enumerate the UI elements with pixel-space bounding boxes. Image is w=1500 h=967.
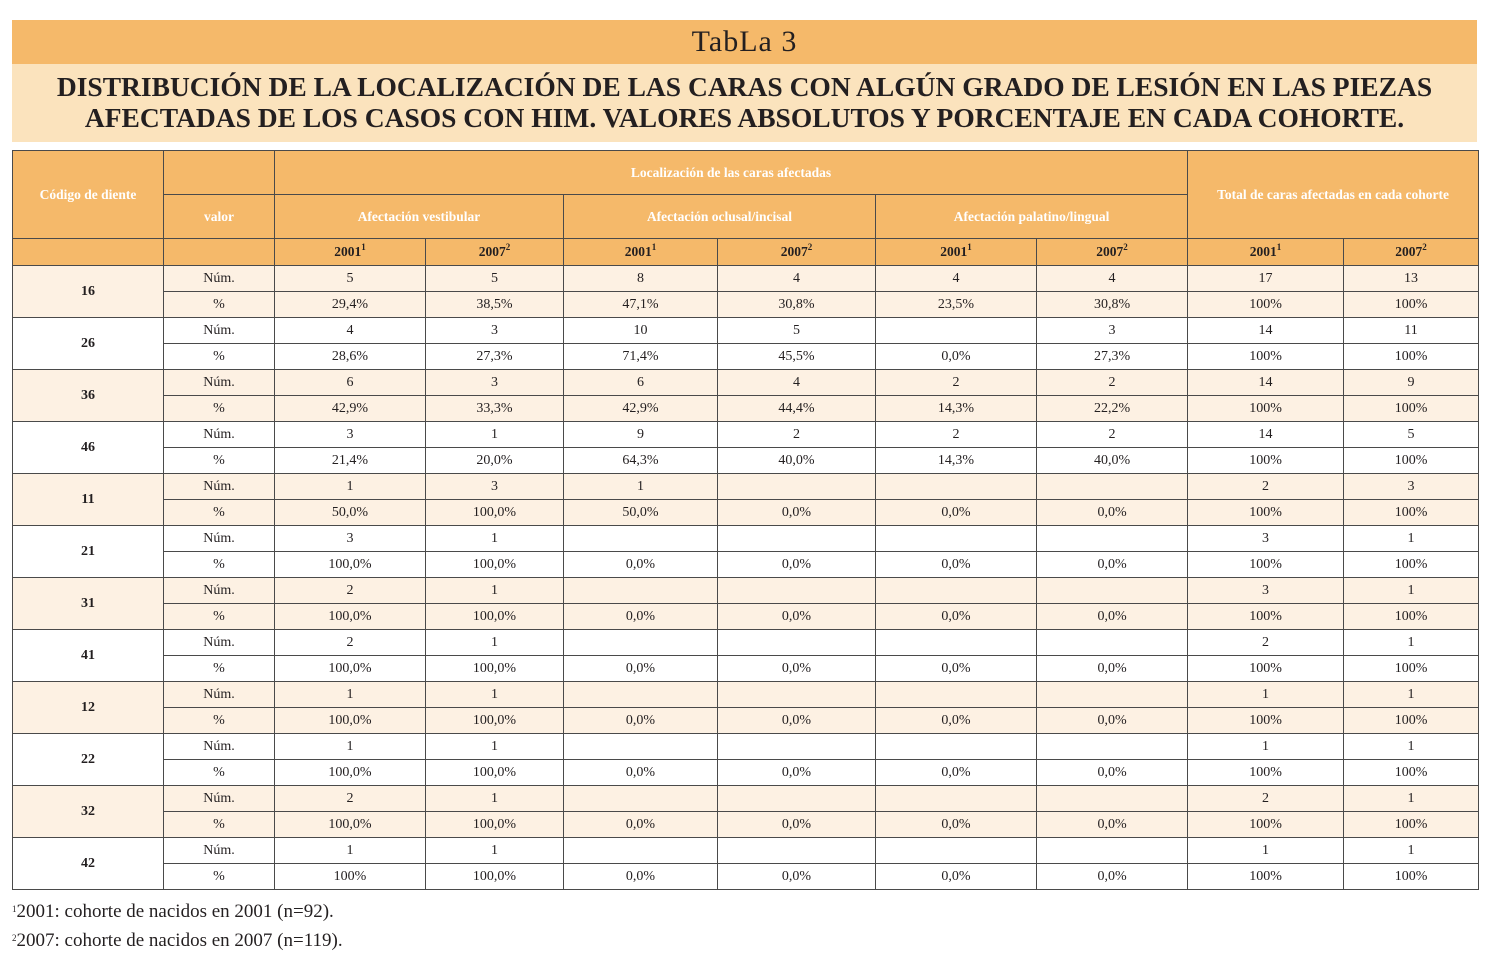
table-cell: 100%	[1188, 500, 1344, 526]
table-cell: 100%	[1344, 500, 1479, 526]
table-cell: 0,0%	[1037, 604, 1188, 630]
tooth-code: 42	[13, 838, 164, 890]
table-cell: 100,0%	[275, 552, 426, 578]
value-label-pct: %	[164, 864, 275, 890]
tooth-code: 36	[13, 370, 164, 422]
table-cell: 1	[1344, 578, 1479, 604]
table-cell	[718, 578, 876, 604]
table-cell: 100%	[1188, 396, 1344, 422]
table-cell: 0,0%	[1037, 656, 1188, 682]
table-cell	[718, 630, 876, 656]
table-cell	[876, 526, 1037, 552]
table-cell: 8	[564, 266, 718, 292]
table-cell: 0,0%	[1037, 812, 1188, 838]
header-blank	[164, 151, 275, 195]
table-cell: 30,8%	[1037, 292, 1188, 318]
table-cell: 1	[275, 474, 426, 500]
table-cell: 44,4%	[718, 396, 876, 422]
table-cell: 1	[426, 422, 564, 448]
table-row	[13, 708, 1479, 734]
table-row	[13, 552, 1479, 578]
value-label-pct: %	[164, 708, 275, 734]
table-cell	[564, 838, 718, 864]
table-cell: 1	[275, 838, 426, 864]
table-cell: 0,0%	[876, 604, 1037, 630]
table-cell	[1037, 682, 1188, 708]
table-cell: 2	[1188, 786, 1344, 812]
table-row	[13, 604, 1479, 630]
table-cell: 100%	[1344, 812, 1479, 838]
table-cell: 3	[1037, 318, 1188, 344]
table-cell: 64,3%	[564, 448, 718, 474]
header-year-2001: 2001$^1$	[876, 239, 1037, 266]
table-row	[13, 864, 1479, 890]
subtitle-line-2: AFECTADAS DE LOS CASOS CON HIM. VALORES ABSOLUTOS Y PORCENTAJE EN CADA COHORTE.	[84, 102, 1405, 133]
table-cell: 1	[426, 734, 564, 760]
tooth-code: 41	[13, 630, 164, 682]
table-row	[13, 526, 1479, 552]
value-label-pct: %	[164, 500, 275, 526]
table-cell: 1	[1344, 734, 1479, 760]
value-label-num: Núm.	[164, 318, 275, 344]
table-cell: 2	[275, 630, 426, 656]
table-cell: 5	[275, 266, 426, 292]
table-cell: 21,4%	[275, 448, 426, 474]
table-row	[13, 370, 1479, 396]
table-cell: 0,0%	[876, 344, 1037, 370]
table-row	[13, 422, 1479, 448]
table-cell	[1037, 474, 1188, 500]
table-cell: 14	[1188, 370, 1344, 396]
table-cell: 38,5%	[426, 292, 564, 318]
table-cell: 0,0%	[564, 864, 718, 890]
table-cell: 0,0%	[876, 656, 1037, 682]
table-cell: 100%	[1344, 448, 1479, 474]
header-year-2001: 2001$^1$	[1188, 239, 1344, 266]
tooth-code: 11	[13, 474, 164, 526]
table-cell: 0,0%	[564, 812, 718, 838]
table-cell: 17	[1188, 266, 1344, 292]
header-year-2001: 2001$^1$	[275, 239, 426, 266]
table-cell: 20,0%	[426, 448, 564, 474]
table-cell: 29,4%	[275, 292, 426, 318]
table-cell: 0,0%	[876, 864, 1037, 890]
header-vestibular: Afectación vestibular	[275, 195, 564, 239]
table-cell: 1	[426, 630, 564, 656]
header-oclusal: Afectación oclusal/incisal	[564, 195, 876, 239]
table-cell: 100%	[1344, 396, 1479, 422]
table-cell: 100%	[1344, 864, 1479, 890]
table-cell	[718, 786, 876, 812]
table-cell: 100,0%	[426, 656, 564, 682]
subtitle-line-1: DISTRIBUCIÓN DE LA LOCALIZACIÓN DE LAS CARAS CON ALGÚN GRADO DE LESIÓN EN LAS PIEZAS	[56, 71, 1433, 102]
table-cell: 100%	[1344, 292, 1479, 318]
table-cell: 1	[1344, 838, 1479, 864]
table-cell	[1037, 734, 1188, 760]
value-label-num: Núm.	[164, 682, 275, 708]
table-cell	[564, 682, 718, 708]
table-row	[13, 734, 1479, 760]
table-cell: 1	[426, 682, 564, 708]
table-cell: 1	[1344, 786, 1479, 812]
table-cell: 1	[564, 474, 718, 500]
table-cell: 22,2%	[1037, 396, 1188, 422]
table-cell: 5	[718, 318, 876, 344]
table-row	[13, 812, 1479, 838]
header-valor: valor	[164, 195, 275, 239]
header-blank-valor	[164, 239, 275, 266]
table-cell: 2	[876, 422, 1037, 448]
table-cell: 10	[564, 318, 718, 344]
table-cell: 100,0%	[426, 864, 564, 890]
table-cell	[876, 838, 1037, 864]
table-cell: 0,0%	[876, 812, 1037, 838]
tooth-code: 46	[13, 422, 164, 474]
table-cell: 2	[1188, 630, 1344, 656]
tooth-code: 26	[13, 318, 164, 370]
table-cell: 5	[1344, 422, 1479, 448]
table-cell: 1	[1188, 734, 1344, 760]
table-cell: 100,0%	[426, 500, 564, 526]
table-cell	[564, 630, 718, 656]
table-cell: 40,0%	[718, 448, 876, 474]
table-cell: 0,0%	[718, 604, 876, 630]
header-year-2007: 2007$^2$	[718, 239, 876, 266]
table-cell	[876, 578, 1037, 604]
table-cell: 14	[1188, 318, 1344, 344]
table-cell: 0,0%	[876, 708, 1037, 734]
table-subtitle	[12, 64, 1477, 142]
table-cell: 71,4%	[564, 344, 718, 370]
value-label-pct: %	[164, 656, 275, 682]
table-cell: 2	[275, 786, 426, 812]
table-cell	[718, 526, 876, 552]
table-cell: 1	[275, 682, 426, 708]
table-row	[13, 630, 1479, 656]
table-row	[13, 760, 1479, 786]
table-cell: 40,0%	[1037, 448, 1188, 474]
table-cell: 0,0%	[564, 708, 718, 734]
table-cell: 100%	[1344, 604, 1479, 630]
table-cell: 0,0%	[564, 604, 718, 630]
table-cell	[1037, 838, 1188, 864]
table-cell: 1	[426, 526, 564, 552]
table-row	[13, 656, 1479, 682]
table-title: TabLa 3	[12, 20, 1477, 64]
table-cell: 42,9%	[564, 396, 718, 422]
table-cell: 100%	[1188, 604, 1344, 630]
table-cell: 100%	[1344, 552, 1479, 578]
table-cell: 3	[1188, 578, 1344, 604]
table-cell: 42,9%	[275, 396, 426, 422]
table-cell: 100%	[1188, 292, 1344, 318]
header-blank-code	[13, 239, 164, 266]
table-cell: 9	[564, 422, 718, 448]
table-cell: 0,0%	[564, 760, 718, 786]
table-cell	[718, 734, 876, 760]
table-cell: 4	[876, 266, 1037, 292]
tooth-code: 31	[13, 578, 164, 630]
table-row	[13, 266, 1479, 292]
header-year-2007: 2007$^2$	[426, 239, 564, 266]
table-cell: 45,5%	[718, 344, 876, 370]
table-cell: 100,0%	[426, 760, 564, 786]
value-label-pct: %	[164, 812, 275, 838]
table-cell: 1	[1344, 682, 1479, 708]
table-cell: 6	[275, 370, 426, 396]
table-cell: 3	[426, 318, 564, 344]
table-cell: 0,0%	[876, 500, 1037, 526]
table-cell: 100%	[1344, 344, 1479, 370]
table-cell: 4	[718, 370, 876, 396]
table-cell: 23,5%	[876, 292, 1037, 318]
value-label-pct: %	[164, 344, 275, 370]
table-cell: 27,3%	[426, 344, 564, 370]
value-label-pct: %	[164, 552, 275, 578]
table-row	[13, 292, 1479, 318]
table-row	[13, 318, 1479, 344]
value-label-num: Núm.	[164, 370, 275, 396]
table-cell: 2	[1037, 422, 1188, 448]
table-cell: 0,0%	[1037, 864, 1188, 890]
table-cell: 0,0%	[718, 812, 876, 838]
table-cell: 100,0%	[426, 604, 564, 630]
table-cell: 100%	[1188, 864, 1344, 890]
table-cell	[718, 474, 876, 500]
table-cell: 1	[426, 786, 564, 812]
table-row	[13, 838, 1479, 864]
table-cell: 1	[275, 734, 426, 760]
table-cell: 0,0%	[876, 552, 1037, 578]
header-palatino: Afectación palatino/lingual	[876, 195, 1188, 239]
table-row	[13, 344, 1479, 370]
table-cell: 30,8%	[718, 292, 876, 318]
header-code: Código de diente	[13, 151, 164, 239]
table-cell: 0,0%	[718, 656, 876, 682]
table-cell	[876, 786, 1037, 812]
table-cell: 2	[1037, 370, 1188, 396]
table-cell: 3	[275, 422, 426, 448]
table-cell: 100%	[1188, 448, 1344, 474]
table-cell: 0,0%	[718, 552, 876, 578]
table-cell: 3	[1344, 474, 1479, 500]
table-row	[13, 500, 1479, 526]
table-cell: 100%	[1188, 552, 1344, 578]
table-cell: 0,0%	[1037, 760, 1188, 786]
table-cell: 0,0%	[718, 500, 876, 526]
table-cell: 5	[426, 266, 564, 292]
table-cell: 3	[275, 526, 426, 552]
table-cell	[1037, 526, 1188, 552]
table-cell: 4	[1037, 266, 1188, 292]
table-cell: 1	[1188, 682, 1344, 708]
table-cell	[564, 734, 718, 760]
table-cell: 2	[275, 578, 426, 604]
table-cell: 0,0%	[564, 656, 718, 682]
footnote-1: $^1$2001: cohorte de nacidos en 2001 (n=92).	[12, 901, 334, 922]
table-cell: 2	[876, 370, 1037, 396]
value-label-num: Núm.	[164, 266, 275, 292]
table-cell: 0,0%	[1037, 500, 1188, 526]
value-label-num: Núm.	[164, 474, 275, 500]
table-cell: 100,0%	[426, 552, 564, 578]
table-cell: 14,3%	[876, 448, 1037, 474]
table-cell: 0,0%	[718, 864, 876, 890]
table-cell: 33,3%	[426, 396, 564, 422]
table-cell: 100%	[1188, 812, 1344, 838]
table-cell: 100,0%	[275, 812, 426, 838]
table-cell: 100%	[1344, 656, 1479, 682]
value-label-pct: %	[164, 292, 275, 318]
table-row	[13, 578, 1479, 604]
tooth-code: 16	[13, 266, 164, 318]
table-cell: 50,0%	[564, 500, 718, 526]
table-cell: 100%	[1188, 656, 1344, 682]
table-cell: 27,3%	[1037, 344, 1188, 370]
table-cell: 3	[1188, 526, 1344, 552]
table-cell: 6	[564, 370, 718, 396]
table-cell: 11	[1344, 318, 1479, 344]
header-year-2007: 2007$^2$	[1037, 239, 1188, 266]
table-cell: 100%	[275, 864, 426, 890]
table-cell	[564, 526, 718, 552]
table-cell: 47,1%	[564, 292, 718, 318]
tooth-code: 21	[13, 526, 164, 578]
table-cell	[876, 734, 1037, 760]
table-cell: 0,0%	[1037, 552, 1188, 578]
tooth-code: 12	[13, 682, 164, 734]
value-label-num: Núm.	[164, 786, 275, 812]
table-cell	[876, 318, 1037, 344]
table-row	[13, 474, 1479, 500]
tooth-code: 32	[13, 786, 164, 838]
header-year-2001: 2001$^1$	[564, 239, 718, 266]
table-cell: 100%	[1188, 760, 1344, 786]
table-cell: 100%	[1188, 708, 1344, 734]
table-row	[13, 786, 1479, 812]
table-cell: 100,0%	[275, 656, 426, 682]
table-cell	[876, 474, 1037, 500]
table-cell: 4	[275, 318, 426, 344]
table-cell: 14,3%	[876, 396, 1037, 422]
table-cell	[564, 578, 718, 604]
table-cell: 2	[1188, 474, 1344, 500]
table-cell: 100,0%	[275, 604, 426, 630]
tooth-code: 22	[13, 734, 164, 786]
value-label-num: Núm.	[164, 578, 275, 604]
table-cell: 3	[426, 474, 564, 500]
table-cell	[876, 682, 1037, 708]
table-row	[13, 682, 1479, 708]
table-cell: 100%	[1344, 760, 1479, 786]
table-cell: 1	[1188, 838, 1344, 864]
footnote-2: $^2$2007: cohorte de nacidos en 2007 (n=119).	[12, 930, 343, 951]
table-body	[13, 266, 1479, 890]
table-row	[13, 396, 1479, 422]
table-cell: 50,0%	[275, 500, 426, 526]
table-cell: 4	[718, 266, 876, 292]
table-cell: 2	[718, 422, 876, 448]
table-cell: 100,0%	[275, 760, 426, 786]
value-label-pct: %	[164, 448, 275, 474]
header-year-2007: 2007$^2$	[1344, 239, 1479, 266]
table-cell: 1	[1344, 526, 1479, 552]
table-cell	[718, 682, 876, 708]
table-cell	[1037, 578, 1188, 604]
footnotes	[12, 897, 343, 955]
table-cell: 0,0%	[1037, 708, 1188, 734]
table-cell: 100,0%	[426, 812, 564, 838]
table-cell: 9	[1344, 370, 1479, 396]
value-label-num: Núm.	[164, 526, 275, 552]
table-cell: 13	[1344, 266, 1479, 292]
table-cell	[1037, 786, 1188, 812]
table-row	[13, 448, 1479, 474]
table-cell: 100,0%	[426, 708, 564, 734]
table-cell	[564, 786, 718, 812]
table-cell: 14	[1188, 422, 1344, 448]
table-cell	[876, 630, 1037, 656]
value-label-pct: %	[164, 396, 275, 422]
table-cell: 0,0%	[564, 552, 718, 578]
table-cell: 28,6%	[275, 344, 426, 370]
table-cell: 0,0%	[718, 760, 876, 786]
table-cell: 0,0%	[876, 760, 1037, 786]
header-localizacion: Localización de las caras afectadas	[275, 151, 1188, 195]
value-label-pct: %	[164, 604, 275, 630]
value-label-num: Núm.	[164, 838, 275, 864]
table-cell: 100,0%	[275, 708, 426, 734]
data-table	[12, 150, 1479, 890]
table-cell: 1	[426, 578, 564, 604]
value-label-pct: %	[164, 760, 275, 786]
table-cell: 1	[1344, 630, 1479, 656]
table-cell: 0,0%	[718, 708, 876, 734]
table-cell: 100%	[1188, 344, 1344, 370]
header-total: Total de caras afectadas en cada cohorte	[1188, 151, 1479, 239]
table-cell: 3	[426, 370, 564, 396]
table-cell	[718, 838, 876, 864]
value-label-num: Núm.	[164, 734, 275, 760]
value-label-num: Núm.	[164, 422, 275, 448]
table-cell	[1037, 630, 1188, 656]
value-label-num: Núm.	[164, 630, 275, 656]
table-cell: 1	[426, 838, 564, 864]
table-cell: 100%	[1344, 708, 1479, 734]
